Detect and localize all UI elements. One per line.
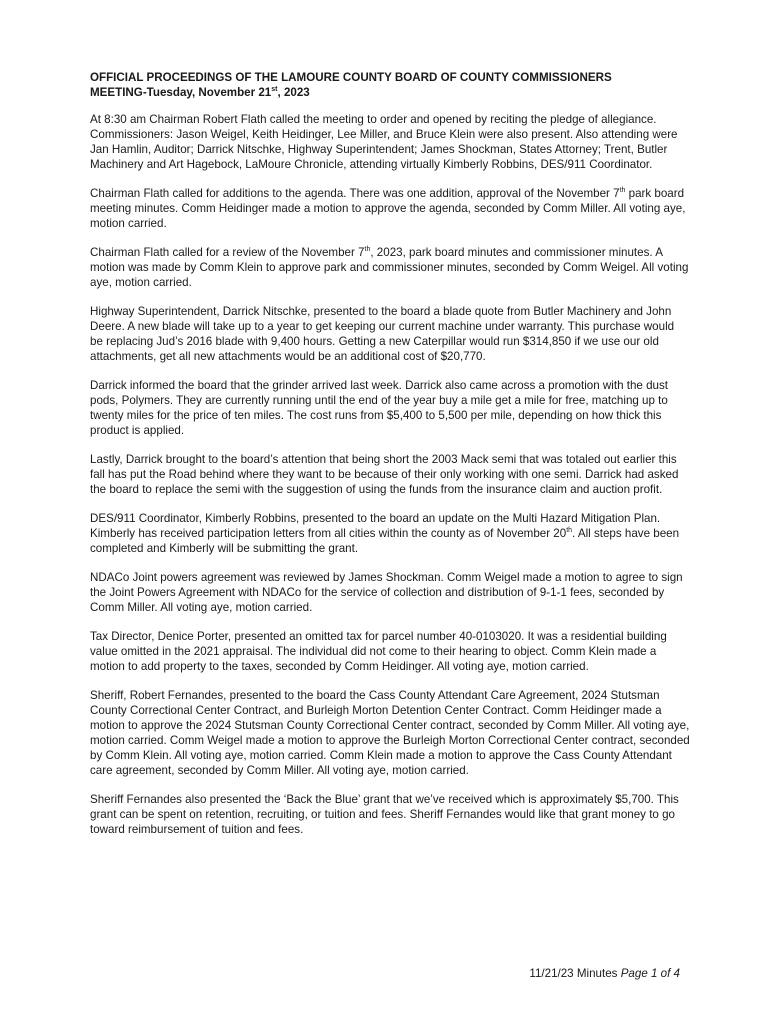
document-body — [90, 70, 690, 851]
title-line-2: MEETING-Tuesday, November 21st, 2023 — [90, 86, 310, 99]
footer-page-number: Page 1 of 4 — [620, 967, 680, 980]
paragraph-hazard-plan: DES/911 Coordinator, Kimberly Robbins, presented to the board an update on the Multi Hazard Mitigation Plan. Kimberly has received participation letters from all cities within the county as of November 20th. All steps have been completed and Kimberly will be submitting the grant. — [90, 512, 680, 555]
paragraph-semi: Lastly, Darrick brought to the board’s attention that being short the 2003 Mack semi that was totaled out earlier this fall has put the Road behind where they want to be because of their only working with one semi. Darrick had asked the board to replace the semi with the suggestion of using the funds from the insurance claim and auction profit. — [90, 453, 679, 496]
paragraph-back-the-blue: Sheriff Fernandes also presented the ‘Back the Blue’ grant that we’ve received which is approximately $5,700. This grant can be spent on retention, recruiting, or tuition and fees. Sheriff Fernandes would like that grant money to go toward reimbursement of tuition and fees. — [90, 793, 679, 836]
paragraph-minutes-review: Chairman Flath called for a review of the November 7th, 2023, park board minutes and commissioner minutes. A motion was made by Comm Klein to approve park and commissioner minutes, seconded by Comm Weigel. All voting aye, motion carried. — [90, 246, 689, 289]
page-footer — [529, 966, 680, 981]
document-title — [90, 70, 690, 100]
paragraph-omitted-tax: Tax Director, Denice Porter, presented an omitted tax for parcel number 40-0103020. It was a residential building value omitted in the 2021 appraisal. The individual did not come to their hearing to object. Comm Klein made a motion to add property to the taxes, seconded by Comm Heidinger. All voting aye, motion carried. — [90, 630, 667, 673]
paragraph-sheriff-contracts: Sheriff, Robert Fernandes, presented to the board the Cass County Attendant Care Agreement, 2024 Stutsman County Correctional Center Contract, and Burleigh Morton Detention Center Contract. Comm Heidinger made a motion to approve the 2024 Stutsman County Correctional Center contract, seconded by Comm Miller. All voting aye, motion carried. Comm Weigel made a motion to approve the Burleigh Morton Correctional Center contract, seconded by Comm Klein. All voting aye, motion carried. Comm Klein made a motion to approve the Cass County Attendant care agreement, seconded by Comm Miller. All voting aye, motion carried. — [90, 689, 690, 777]
paragraph-grinder: Darrick informed the board that the grinder arrived last week. Darrick also came across a promotion with the dust pods, Polymers. They are currently running until the end of the year buy a mile get a mile for free, matching up to twenty miles for the price of ten miles. The cost runs from $5,400 to 5,500 per mile, depending on how thick this product is applied. — [90, 379, 669, 437]
footer-date: 11/21/23 Minutes — [529, 967, 618, 980]
paragraph-call-to-order: At 8:30 am Chairman Robert Flath called the meeting to order and opened by reciting the pledge of allegiance. Commissioners: Jason Weigel, Keith Heidinger, Lee Miller, and Bruce Klein were also present. Also attending were Jan Hamlin, Auditor; Darrick Nitschke, Highway Superintendent; James Shockman, States Attorney; Trent, Butler Machinery and Art Hagebock, LaMoure Chronicle, attending virtually Kimberly Robbins, DES/911 Coordinator. — [90, 113, 678, 171]
paragraph-blade-quote: Highway Superintendent, Darrick Nitschke, presented to the board a blade quote from Butler Machinery and John Deere. A new blade will take up to a year to get keeping our current machine under warranty. This purchase would be replacing Jud’s 2016 blade with 9,400 hours. Getting a new Caterpillar would run $314,850 if we use our old attachments, get all new attachments would be an additional cost of $20,770. — [90, 305, 675, 363]
paragraph-ndaco: NDACo Joint powers agreement was reviewed by James Shockman. Comm Weigel made a motion to agree to sign the Joint Powers Agreement with NDACo for the service of collection and distribution of 9-1-1 fees, seconded by Comm Miller. All voting aye, motion carried. — [90, 571, 683, 614]
paragraph-agenda: Chairman Flath called for additions to the agenda. There was one addition, approval of the November 7th park board meeting minutes. Comm Heidinger made a motion to approve the agenda, seconded by Comm Miller. All voting aye, motion carried. — [90, 187, 686, 230]
title-line-1: OFFICIAL PROCEEDINGS OF THE LAMOURE COUNTY BOARD OF COUNTY COMMISSIONERS — [90, 71, 612, 84]
